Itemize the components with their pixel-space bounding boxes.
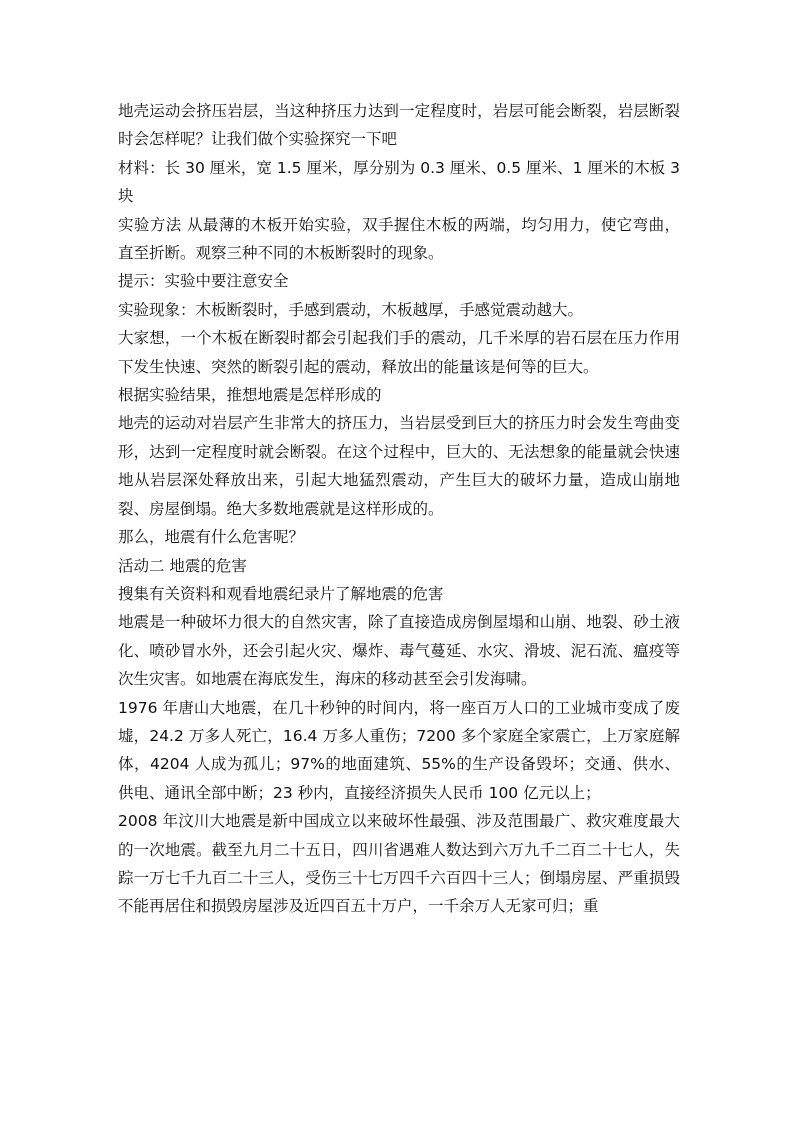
paragraph-intro: 地壳运动会挤压岩层，当这种挤压力达到一定程度时，岩层可能会断裂，岩层断裂时会怎样呢？让我们做个实验探究一下吧 — [118, 102, 680, 149]
paragraph-materials: 材料：长 30 厘米，宽 1.5 厘米，厚分别为 0.3 厘米、0.5 厘米、1 厘米的木板 3 块 — [118, 158, 680, 206]
document-page — [118, 97, 680, 921]
paragraph-hazards: 地震是一种破坏力很大的自然灾害，除了直接造成房倒屋塌和山崩、地裂、砂土液化、喷砂冒水外，还会引起火灾、爆炸、毒气蔓延、水灾、滑坡、泥石流、瘟疫等次生灾害。如地震在海底发生，海床的移动甚至会引发海啸。 — [118, 613, 680, 689]
paragraph-research: 搜集有关资料和观看地震纪录片了解地震的危害 — [118, 584, 444, 603]
paragraph-tip: 提示：实验中要注意安全 — [118, 272, 289, 291]
activity-heading: 活动二 地震的危害 — [118, 556, 247, 575]
paragraph-question: 那么，地震有什么危害呢？ — [118, 528, 305, 547]
paragraph-discussion: 大家想，一个木板在断裂时都会引起我们手的震动，几千米厚的岩石层在压力作用下发生快速、突然的断裂引起的震动，释放出的能量该是何等的巨大。 — [118, 329, 680, 376]
paragraph-tangshan: 1976 年唐山大地震，在几十秒钟的时间内，将一座百万人口的工业城市变成了废墟，24.2 万多人死亡，16.4 万多人重伤；7200 多个家庭全家震亡，上万家庭解体，4204 人成为孤儿；97%的地面建筑、55%的生产设备毁坏；交通、供水、供电、通讯全部中断；23 秒内，直接经济损失人民币 100 亿元以上； — [118, 698, 680, 802]
paragraph-wenchuan: 2008 年汶川大地震是新中国成立以来破坏性最强、涉及范围最广、救灾难度最大的一次地震。截至九月二十五日，四川省遇难人数达到六万九千二百二十七人，失踪一万七千九百二十三人，受伤三十七万四千六百四十三人；倒塌房屋、严重损毁不能再居住和损毁房屋涉及近四百五十万户，一千余万人无家可归；重 — [118, 812, 680, 916]
paragraph-phenomenon: 实验现象：木板断裂时，手感到震动，木板越厚，手感觉震动越大。 — [118, 300, 584, 319]
paragraph-method: 实验方法 从最薄的木板开始实验，双手握住木板的两端，均匀用力，使它弯曲，直至折断。观察三种不同的木板断裂时的现象。 — [118, 215, 680, 263]
paragraph-inference-heading: 根据实验结果，推想地震是怎样形成的 — [118, 386, 382, 405]
paragraph-formation: 地壳的运动对岩层产生非常大的挤压力，当岩层受到巨大的挤压力时会发生弯曲变形，达到一定程度时就会断裂。在这个过程中，巨大的、无法想象的能量就会快速地从岩层深处释放出来，引起大地猛烈震动，产生巨大的破坏力量，造成山崩地裂、房屋倒塌。绝大多数地震就是这样形成的。 — [118, 414, 680, 518]
